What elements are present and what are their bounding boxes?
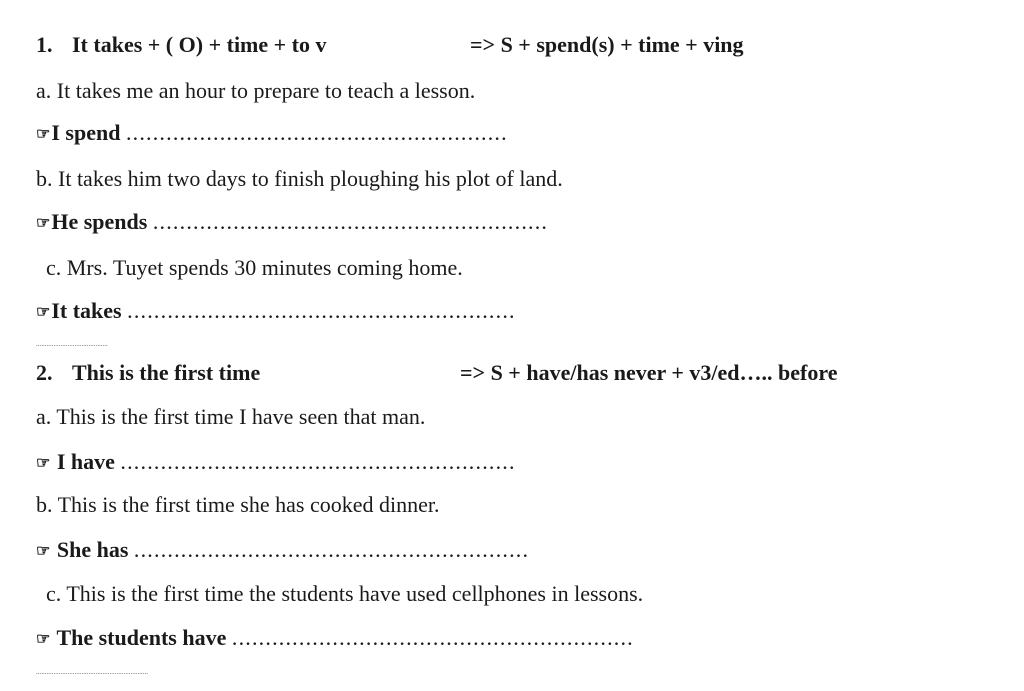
hand-pointing-icon: ☞ — [36, 543, 51, 560]
answer-lead: She has — [51, 537, 129, 562]
answer-lead: It takes — [51, 298, 122, 323]
answer-lead: The students have — [51, 625, 227, 650]
answer-blank[interactable]: ........................................................... — [133, 537, 530, 562]
section-1-item-b-sentence: b. It takes him two days to finish ploughing his plot of land. — [36, 166, 563, 191]
section-1-item-c-answer[interactable] — [36, 300, 516, 322]
answer-blank[interactable]: ........................................................... — [120, 449, 516, 474]
answer-blank[interactable]: ............................................................ — [231, 625, 634, 650]
section-2-item-b-answer[interactable] — [36, 539, 529, 561]
answer-blank[interactable]: ........................................................... — [152, 209, 549, 234]
section-1-number: 1. — [36, 32, 53, 57]
section-2-item-a-answer[interactable] — [36, 451, 516, 473]
section-2-item-c-answer[interactable] — [36, 627, 634, 649]
filler-dots: ......................................... — [36, 340, 108, 348]
section-1-title: It takes + ( O) + time + to v — [72, 32, 327, 57]
section-2-heading — [36, 362, 260, 384]
section-2-item-b-sentence: b. This is the first time she has cooked dinner. — [36, 492, 440, 517]
section-1-formula: => S + spend(s) + time + ving — [470, 32, 744, 57]
hand-pointing-icon: ☞ — [36, 215, 51, 232]
hand-pointing-icon: ☞ — [36, 631, 51, 648]
answer-lead: He spends — [51, 209, 148, 234]
section-1-item-c-sentence: c. Mrs. Tuyet spends 30 minutes coming home. — [46, 255, 463, 280]
section-2-title: This is the first time — [72, 360, 261, 385]
section-2-number: 2. — [36, 360, 53, 385]
section-1-heading — [36, 34, 327, 56]
section-2-item-c-sentence: c. This is the first time the students have used cellphones in lessons. — [46, 581, 644, 606]
section-2-item-a-sentence: a. This is the first time I have seen that man. — [36, 404, 426, 429]
hand-pointing-icon: ☞ — [36, 455, 51, 472]
answer-blank[interactable]: .......................................................... — [127, 298, 516, 323]
hand-pointing-icon: ☞ — [36, 304, 51, 321]
section-2-formula: => S + have/has never + v3/ed….. before — [460, 360, 838, 385]
answer-lead: I spend — [51, 120, 121, 145]
section-1-item-a-answer[interactable] — [36, 122, 508, 144]
answer-blank[interactable]: ......................................................... — [125, 120, 508, 145]
section-1-item-b-answer[interactable] — [36, 211, 548, 233]
section-1-item-a-sentence: a. It takes me an hour to prepare to teach a lesson. — [36, 78, 476, 103]
answer-lead: I have — [51, 449, 115, 474]
hand-pointing-icon: ☞ — [36, 126, 51, 143]
filler-dots-bottom: ................................................................ — [36, 668, 148, 676]
